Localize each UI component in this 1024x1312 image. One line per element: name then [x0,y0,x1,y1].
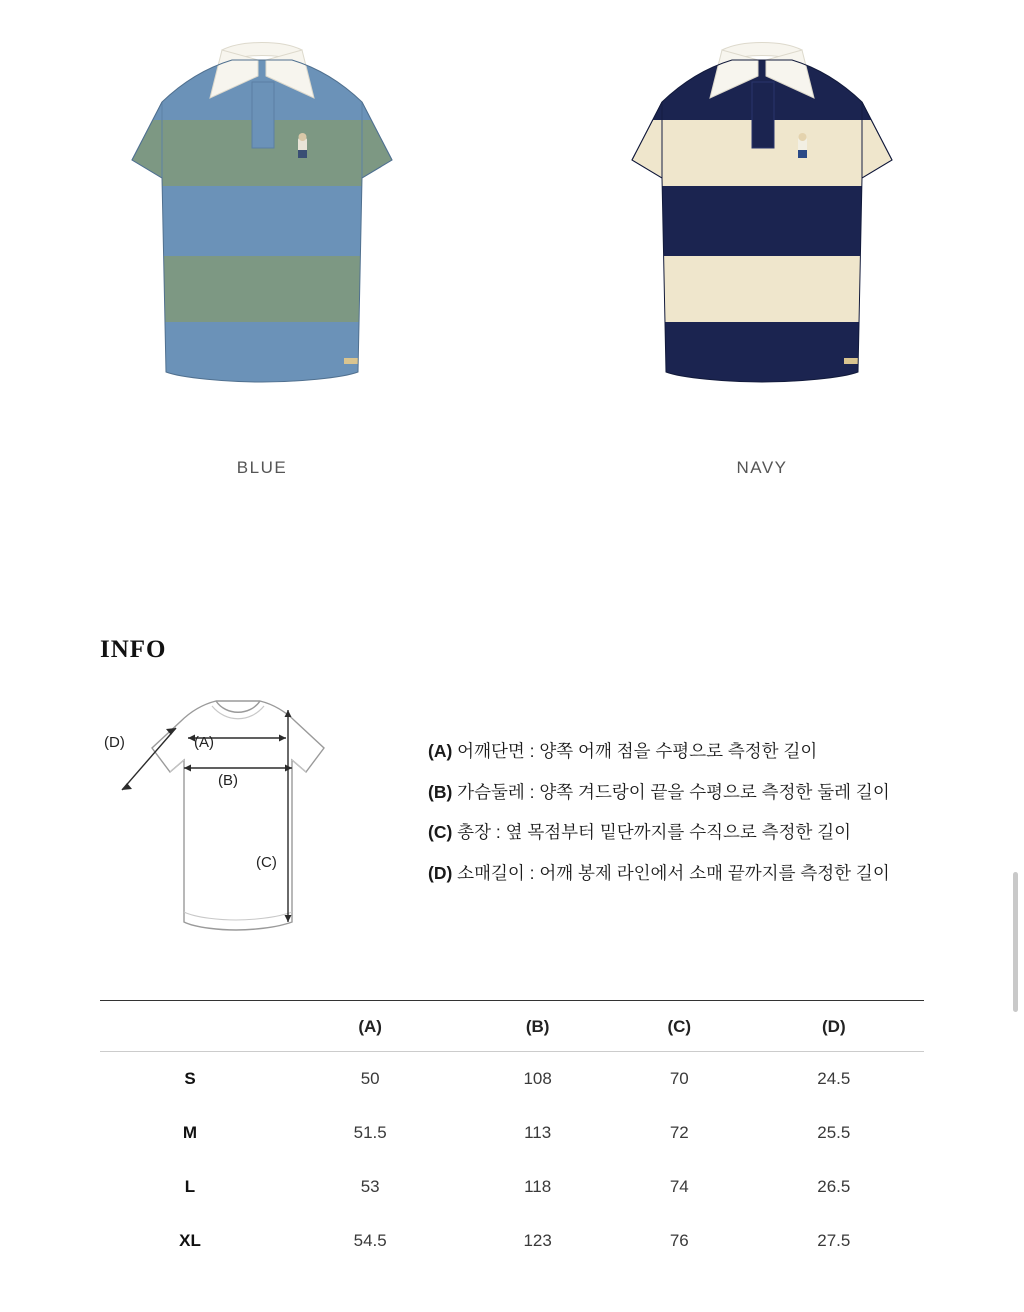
diagram-label-a: (A) [194,734,214,751]
measurement-legend [428,690,890,903]
cell-m-c: 72 [669,1123,689,1142]
product-gallery [0,0,1024,478]
tshirt-outline-diagram [100,690,400,960]
info-heading: INFO [100,636,167,663]
legend-item-d [428,862,890,886]
color-label-navy: NAVY [736,458,788,477]
table-row [100,1106,924,1160]
shirt-illustration-blue [92,20,432,420]
header-d: (D) [822,1017,846,1036]
table-row [100,1160,924,1214]
size-chart-header-row [100,1001,924,1052]
cell-m-d: 25.5 [817,1123,851,1142]
cell-m-a: 51.5 [353,1123,387,1142]
product-card-blue[interactable] [92,20,432,478]
table-row [100,1214,924,1268]
size-chart-body [100,1052,924,1269]
cell-s-c: 70 [669,1069,689,1088]
header-c: (C) [667,1017,692,1036]
product-card-navy[interactable] [592,20,932,478]
legend-text-d: 소매길이 : 어깨 봉제 라인에서 소매 끝까지를 측정한 길이 [457,862,890,883]
legend-text-a: 어깨단면 : 양쪽 어깨 점을 수평으로 측정한 길이 [457,741,818,761]
product-image-blue[interactable] [92,20,432,420]
legend-key-a: (A) [428,741,453,761]
cell-s-d: 24.5 [817,1069,851,1088]
legend-key-d: (D) [428,862,453,883]
diagram-label-d: (D) [104,734,125,751]
bear-embroidery-icon [798,133,807,158]
product-image-navy[interactable] [592,20,932,420]
header-a: (A) [358,1017,382,1036]
legend-text-c: 총장 : 옆 목점부터 밑단까지를 수직으로 측정한 길이 [457,822,852,843]
cell-m-b: 113 [524,1123,552,1142]
legend-key-b: (B) [428,781,453,802]
measurement-info-block [100,690,960,960]
bear-embroidery-icon [298,133,307,158]
cell-s-a: 50 [360,1069,380,1088]
legend-text-b: 가슴둘레 : 양쪽 겨드랑이 끝을 수평으로 측정한 둘레 길이 [457,781,890,802]
legend-item-c [428,821,890,845]
row-size-s: S [184,1069,196,1088]
legend-item-a [428,740,890,764]
cell-s-b: 108 [523,1069,552,1088]
legend-key-c: (C) [428,822,453,843]
row-size-l: L [184,1177,196,1196]
cell-xl-b: 123 [523,1231,552,1250]
size-chart-header [100,1001,924,1052]
legend-item-b [428,781,890,805]
table-row [100,1052,924,1107]
cell-l-c: 74 [669,1177,689,1196]
color-label-blue: BLUE [236,458,288,477]
cell-xl-a: 54.5 [353,1231,387,1250]
cell-l-d: 26.5 [817,1177,851,1196]
page-scrollbar[interactable] [1013,872,1018,1012]
diagram-label-c: (C) [256,854,277,871]
size-chart-table [100,1000,924,1268]
shirt-illustration-navy [592,20,932,420]
diagram-label-b: (B) [218,772,238,789]
header-size [100,1001,280,1052]
row-size-xl: XL [179,1231,201,1250]
cell-xl-c: 76 [669,1231,689,1250]
cell-l-b: 118 [524,1177,552,1196]
row-size-m: M [182,1123,198,1142]
cell-l-a: 53 [360,1177,380,1196]
cell-xl-d: 27.5 [817,1231,851,1250]
measurement-diagram [100,690,400,960]
header-b: (B) [525,1017,550,1036]
